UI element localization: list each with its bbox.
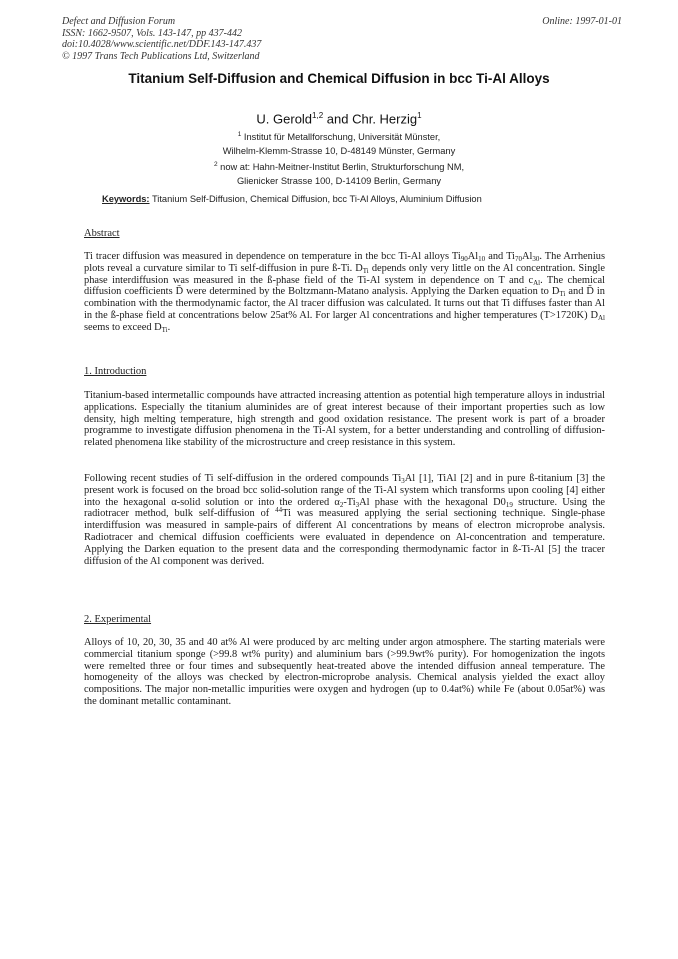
issn-line: ISSN: 1662-9507, Vols. 143-147, pp 437-442 bbox=[62, 27, 242, 39]
doi-line: doi:10.4028/www.scientific.net/DDF.143-147.437 bbox=[62, 39, 262, 50]
abstract-heading: Abstract bbox=[84, 228, 120, 239]
affiliation-line: Wilhelm-Klemm-Strasse 10, D-48149 Münster, Germany bbox=[222, 145, 456, 156]
keywords-line bbox=[102, 194, 642, 204]
introduction-paragraph: Following recent studies of Ti self-diffusion in the ordered compounds $Ti_3Al$ [1], TiAl [2] and in pure ß-titanium [3] the present work is focused on the broad bcc solid-solution range of the Ti-Al system which transforms upon cooling [4] either into the hexagonal α-solid solution or into the ordered $\alpha_2-Ti_3Al$ phase with the hexagonal $D0_{19}$ structure. Using the radiotracer method, bulk self-diffusion of $^{44}$Ti was measured applying the serial sectioning technique. Single-phase interdiffusion was measured in sample-pairs of different Al concentrations by means of electron microprobe analysis. Radiotracer and chemical diffusion coefficients were evaluated in dependence on Al-concentration and temperature. Applying the Darken equation to the present data and the corresponding thermodynamic factor in ß-Ti-Al [5] the tracer diffusion of the Al component was derived. bbox=[84, 473, 605, 567]
introduction-heading: 1. Introduction bbox=[84, 366, 147, 377]
author-name: U. Gerold bbox=[256, 111, 313, 127]
journal-name: Defect and Diffusion Forum bbox=[62, 16, 176, 27]
keywords-text: Titanium Self-Diffusion, Chemical Diffusion, bcc Ti-Al Alloys, Aluminium Diffusion bbox=[149, 194, 482, 204]
experimental-heading: 2. Experimental bbox=[84, 614, 152, 625]
abstract-text: Ti tracer diffusion was measured in dependence on temperature in the bcc Ti-Al alloys $Ti_{90}Al_{10}$ and $Ti_{70}Al_{30}$. The Arrhenius plots reveal a curvature similar to Ti self-diffusion in pure ß-Ti. $D_{Ti}$ depends only very little on the Al concentration. Single phase interdiffusion was measured in the ß-phase field of the Ti-Al system in dependence on T and $c_{Al}$. The chemical diffusion coefficients D̃ were determined by the Boltzmann-Matano analysis. Applying the Darken equation to $D_{Ti}$ and D̃ in combination with the thermodynamic factor, the Al tracer diffusion was calculated. It turns out that Ti diffuses faster than Al in the ß-phase field at concentrations below 25at% Al. For larger Al concentrations and higher temperatures (T>1720K) $D_{Al}$ seems to exceed $D_{Ti}$. bbox=[84, 251, 605, 334]
paper-title: Titanium Self-Diffusion and Chemical Diffusion in bcc Ti-Al Alloys bbox=[128, 71, 550, 86]
affiliation-mark: 2 bbox=[213, 161, 218, 168]
affiliation-2 bbox=[0, 158, 678, 188]
introduction-paragraph: Titanium-based intermetallic compounds have attracted increasing attention as potential high temperature alloys in industrial applications. Especially the titanium aluminides are of great interest because of their important properties such as low density, high melting temperature, high strength and good oxidation resistance. The present work is part of a broader programme to investigate diffusion phenomena in the Ti-Al system, for a better understanding and controlling of diffusion-related phenomena like stability of the microstructure and creep resistance in this system. bbox=[84, 390, 605, 449]
author-conjunction: and bbox=[323, 111, 353, 127]
experimental-paragraph: Alloys of 10, 20, 30, 35 and 40 at% Al were produced by arc melting under argon atmosphere. The starting materials were commercial titanium sponge (>99.8 wt% purity) and aluminium bars (>99.9wt% purity). For homogenization the ingots were remelted three or four times and subsequently heat-treated above the intended diffusion anneal temperature. The homogeneity of the alloys was checked by electron-microprobe analysis. Chemical analysis yielded the exact alloy compositions. The major non-metallic impurities were oxygen and hydrogen (up to 0.4at%) while Fe (about 0.05at%) was the dominant metallic contaminant. bbox=[84, 637, 605, 707]
author-line bbox=[0, 111, 678, 126]
publication-metadata bbox=[62, 16, 622, 62]
author-name: Chr. Herzig bbox=[352, 111, 418, 127]
affiliation-1 bbox=[0, 128, 678, 158]
affiliation-line: Institut für Metallforschung, Universität Münster, bbox=[243, 132, 441, 143]
keywords-label: Keywords: bbox=[102, 194, 150, 204]
author-affiliation-mark: 1 bbox=[417, 111, 422, 120]
affiliation-line: now at: Hahn-Meitner-Institut Berlin, Strukturforschung NM, bbox=[220, 162, 465, 173]
affiliation-line: Glienicker Strasse 100, D-14109 Berlin, Germany bbox=[236, 175, 442, 186]
author-affiliation-mark: 1,2 bbox=[312, 111, 324, 120]
copyright-line: © 1997 Trans Tech Publications Ltd, Switzerland bbox=[62, 50, 260, 62]
online-date: Online: 1997-01-01 bbox=[542, 16, 622, 27]
affiliation-mark: 1 bbox=[237, 131, 242, 138]
